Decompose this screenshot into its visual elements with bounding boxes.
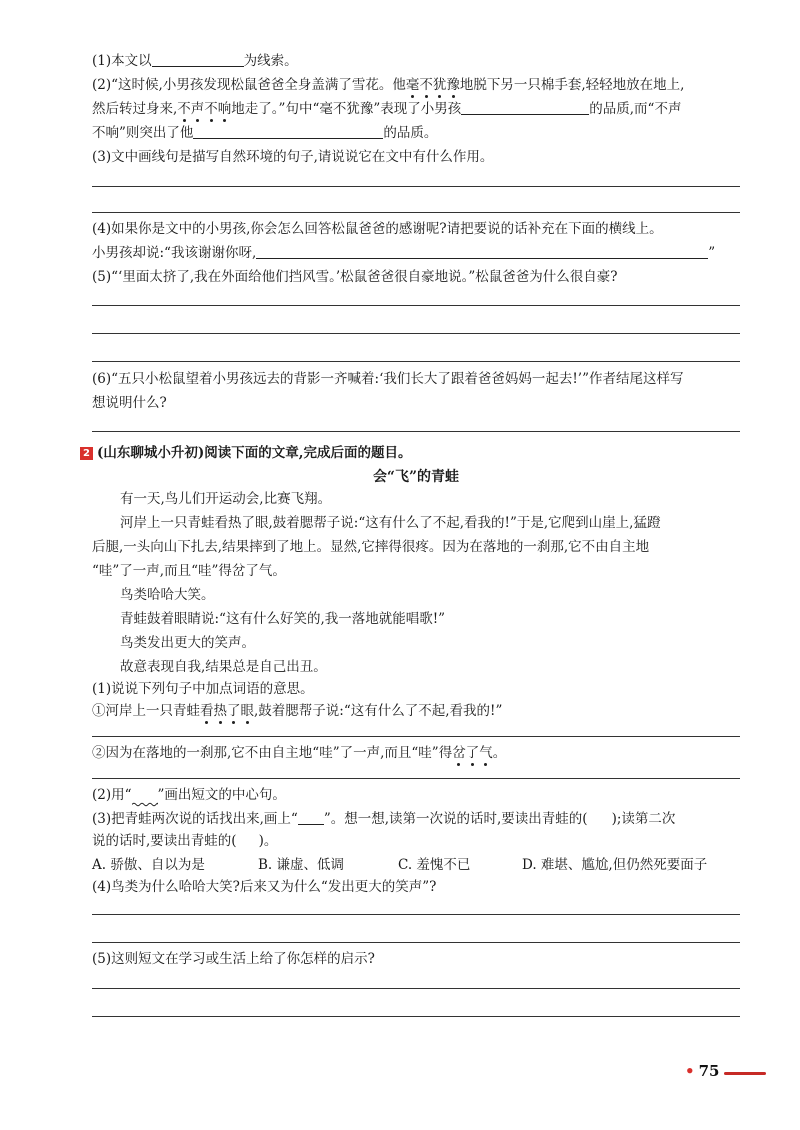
text: )。 <box>258 833 278 849</box>
p2-q3-line1 <box>92 810 740 828</box>
blank-line[interactable] <box>461 100 589 115</box>
text: ①河岸上一只青蛙 <box>92 703 200 719</box>
blank-line[interactable] <box>193 124 383 139</box>
answer-line[interactable] <box>92 212 740 213</box>
dotted-char: 声 <box>190 101 205 117</box>
p2-q5: (5)这则短文在学习或生活上给了你怎样的启示? <box>92 951 375 967</box>
dotted-char: 豫 <box>446 77 460 93</box>
answer-line[interactable] <box>92 736 740 737</box>
red-decorative-line <box>724 1072 766 1075</box>
blank-line[interactable] <box>256 244 708 259</box>
p2-q1-1 <box>92 702 740 720</box>
text: ②因为在落地的一刹那,它不由自主地“哇”了一声,而且“哇”得 <box>92 745 453 761</box>
p2-header <box>80 444 740 462</box>
p1-q2-line3 <box>92 124 740 142</box>
p1-q6-line1: (6)“五只小松鼠望着小男孩远去的背影一齐喊着:‘我们长大了跟着爸爸妈妈一起去!’”作者结尾这样写 <box>92 371 684 387</box>
dotted-char: 气 <box>479 745 493 761</box>
text: (3)把青蛙两次说的话找出来,画上“ <box>92 811 298 827</box>
text: 说的话时,要读出青蛙的( <box>92 833 237 849</box>
p2-q2 <box>92 786 740 804</box>
dotted-char: 犹 <box>432 77 447 93</box>
answer-line[interactable] <box>92 942 740 943</box>
option-d[interactable]: D. 难堪、尴尬,但仍然死要面子 <box>522 857 708 873</box>
answer-line[interactable] <box>92 1016 740 1017</box>
text: 的品质。 <box>383 125 438 141</box>
p2-q4: (4)鸟类为什么哈哈大笑?后来又为什么“发出更大的笑声”? <box>92 879 437 895</box>
story-p2-line1: 河岸上一只青蛙看热了眼,鼓着腮帮子说:“这有什么了不起,看我的!”于是,它爬到山崖上,猛蹬 <box>120 515 661 531</box>
text: 不响”则突出了他 <box>92 125 194 141</box>
answer-line[interactable] <box>92 186 740 187</box>
p1-q1 <box>92 52 740 70</box>
dotted-char: 看 <box>200 703 214 719</box>
p1-q6-line2: 想说明什么? <box>92 395 167 411</box>
p2-q1-2 <box>92 744 740 762</box>
text: ”。想一想,读第一次说的话时,要读出青蛙的( <box>323 811 588 827</box>
p1-q2-line2 <box>92 100 740 118</box>
dotted-char: 了 <box>227 703 241 719</box>
dotted-char: 响 <box>217 101 232 117</box>
text: ,鼓着腮帮子说:“这有什么了不起,看我的!” <box>254 703 503 719</box>
p1-q1-text: (1)本文以 <box>92 53 152 69</box>
answer-line[interactable] <box>92 305 740 306</box>
text: 地脱下另一只棉手套,轻轻地放在地上, <box>459 77 685 93</box>
dotted-word <box>452 745 493 761</box>
p1-q4-line2 <box>92 244 740 262</box>
dotted-char: 不 <box>419 77 433 93</box>
text: ”画出短文的中心句。 <box>157 787 286 803</box>
dotted-char: 不 <box>204 101 218 117</box>
text: 。 <box>492 745 507 761</box>
story-p6: 故意表现自我,结果总是自己出丑。 <box>120 659 327 675</box>
wavy-underline-mark <box>132 786 158 804</box>
page-number-text: 75 <box>698 1062 720 1080</box>
page-number <box>685 1062 719 1080</box>
story-p2-line3: “哇”了一声,而且“哇”得岔了气。 <box>92 563 286 579</box>
dotted-char: 了 <box>465 745 480 761</box>
dotted-char: 眼 <box>240 703 254 719</box>
answer-line[interactable] <box>92 431 740 432</box>
dotted-char: 毫 <box>405 77 420 93</box>
option-c[interactable]: C. 羞愧不已 <box>398 857 471 873</box>
blank-line[interactable] <box>152 52 244 67</box>
answer-line[interactable] <box>92 333 740 334</box>
p1-q3: (3)文中画线句是描写自然环境的句子,请说说它在文中有什么作用。 <box>92 149 494 165</box>
text: (2)用“ <box>92 787 132 803</box>
dotted-word <box>406 77 460 93</box>
dotted-char: 不 <box>177 101 191 117</box>
p1-q1-text-end: 为线索。 <box>243 53 298 69</box>
p1-q5: (5)“‘里面太挤了,我在外面给他们挡风雪。’松鼠爸爸很自豪地说。”松鼠爸爸为什么很自豪? <box>92 269 618 285</box>
text: ” <box>708 245 716 261</box>
answer-line[interactable] <box>92 778 740 779</box>
story-p4: 青蛙鼓着眼睛说:“这有什么好笑的,我一落地就能唱歌!” <box>120 611 446 627</box>
p2-q3-line2 <box>92 832 740 850</box>
dotted-word <box>200 703 254 719</box>
text: (山东聊城小升初)阅读下面的文章,完成后面的题目。 <box>97 445 412 461</box>
story-p3: 鸟类哈哈大笑。 <box>120 587 215 603</box>
dotted-char: 岔 <box>452 745 466 761</box>
story-p2-line2: 后腿,一头向山下扎去,结果摔到了地上。显然,它摔得很疼。因为在落地的一刹那,它不由自主地 <box>92 539 650 555</box>
story-p1: 有一天,鸟儿们开运动会,比赛飞翔。 <box>120 491 332 507</box>
option-b[interactable]: B. 谦虚、低调 <box>258 857 345 873</box>
text: 小男孩却说:“我该谢谢你呀, <box>92 245 257 261</box>
question-number-badge: 2 <box>80 447 93 460</box>
answer-line[interactable] <box>92 361 740 362</box>
dotted-word <box>177 101 231 117</box>
text: 地走了。”句中“毫不犹豫”表现了小男孩 <box>231 101 462 117</box>
text: 的品质,而“不声 <box>589 101 682 117</box>
dotted-char: 热 <box>213 703 227 719</box>
text: );读第二次 <box>611 811 676 827</box>
story-p5: 鸟类发出更大的笑声。 <box>120 635 255 651</box>
straight-underline-mark <box>298 810 324 825</box>
answer-line[interactable] <box>92 914 740 915</box>
p1-q4-line1: (4)如果你是文中的小男孩,你会怎么回答松鼠爸爸的感谢呢?请把要说的话补充在下面的横线上。 <box>92 221 663 237</box>
p1-q2-line1 <box>92 76 740 94</box>
option-a[interactable]: A. 骄傲、自以为是 <box>92 857 205 873</box>
story-title: 会“飞”的青蛙 <box>372 469 460 485</box>
answer-line[interactable] <box>92 988 740 989</box>
bullet-icon: • <box>685 1062 695 1080</box>
text: (2)“这时候,小男孩发现松鼠爸爸全身盖满了雪花。他 <box>92 77 406 93</box>
p2-q1: (1)说说下列句子中加点词语的意思。 <box>92 681 314 697</box>
text: 然后转过身来, <box>92 101 178 117</box>
